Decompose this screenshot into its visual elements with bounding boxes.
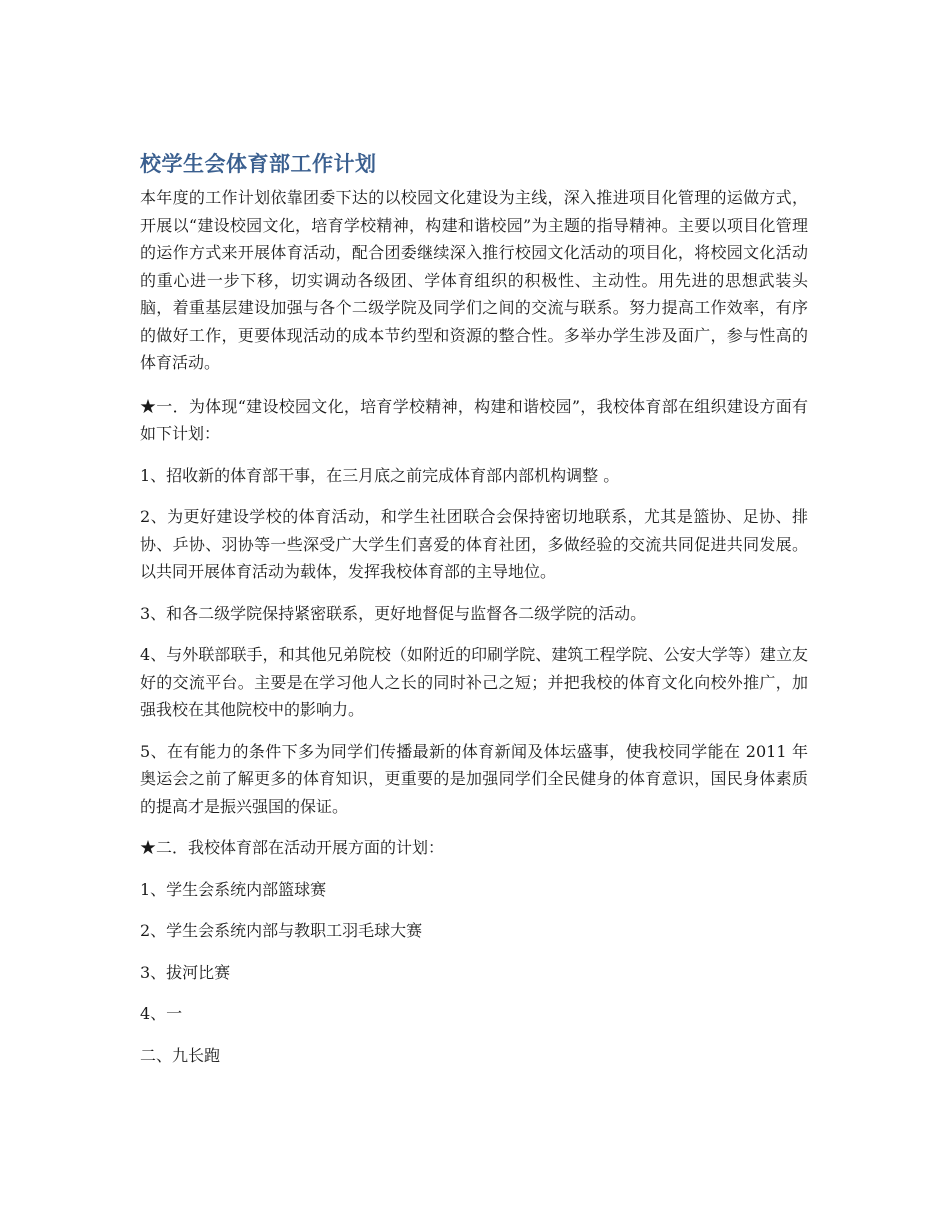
document-title: 校学生会体育部工作计划 [140,152,377,176]
section1-item-5: 5、在有能力的条件下多为同学们传播最新的体育新闻及体坛盛事，使我校同学能在 2011 年奥运会之前了解更多的体育知识，更重要的是加强同学们全民健身的体育意识，国民身体素质的提高才是振兴强国的保证。 [140,741,808,816]
section2-item-3: 3、拔河比赛 [140,962,231,982]
intro-paragraph: 本年度的工作计划依靠团委下达的以校园文化建设为主线，深入推进项目化管理的运做方式，开展以“建设校园文化，培育学校精神，构建和谐校园”为主题的指导精神。主要以项目化管理的运作方式来开展体育活动，配合团委继续深入推行校园文化活动的项目化，将校园文化活动的重心进一步下移，切实调动各级团、学体育组织的积极性、主动性。用先进的思想武装头脑，着重基层建设加强与各个二级学院及同学们之间的交流与联系。努力提高工作效率，有序的做好工作，更要体现活动的成本节约型和资源的整合性。多举办学生涉及面广，参与性高的体育活动。 [140,188,808,372]
section1-item-1: 1、招收新的体育部干事，在三月底之前完成体育部内部机构调整 。 [140,465,620,485]
section2-heading: ★二．我校体育部在活动开展方面的计划： [140,838,445,857]
section1-item-3: 3、和各二级学院保持紧密联系，更好地督促与监督各二级学院的活动。 [140,603,647,623]
section2-item-5: 二、九长跑 [140,1045,221,1065]
section1-heading: ★一．为体现“建设校园文化，培育学校精神，构建和谐校园”，我校体育部在组织建设方面有如下计划： [140,396,808,443]
section1-item-2: 2、为更好建设学校的体育活动，和学生社团联合会保持密切地联系，尤其是篮协、足协、排协、乒协、羽协等一些深受广大学生们喜爱的体育社团，多做经验的交流共同促进共同发展。以共同开展体育活动为载体，发挥我校体育部的主导地位。 [140,507,808,581]
section1-item-4: 4、与外联部联手，和其他兄弟院校（如附近的印刷学院、建筑工程学院、公安大学等）建立友好的交流平台。主要是在学习他人之长的同时补己之短；并把我校的体育文化向校外推广，加强我校在其他院校中的影响力。 [140,645,808,719]
document-page [140,148,808,1083]
section2-item-4: 4、一 [140,1004,183,1023]
section2-item-1: 1、学生会系统内部篮球赛 [140,879,327,899]
section2-item-2: 2、学生会系统内部与教职工羽毛球大赛 [140,921,423,940]
